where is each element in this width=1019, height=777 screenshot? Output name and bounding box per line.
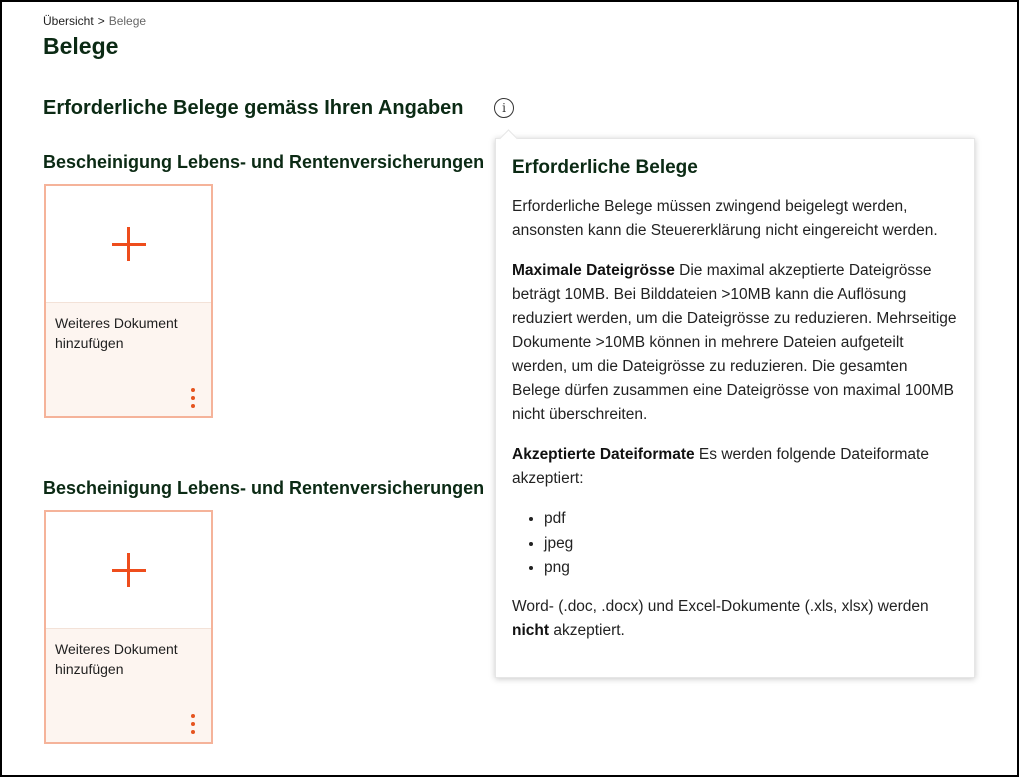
page-title: Belege — [43, 33, 119, 59]
formats-text: Es werden folgende Dateiformate akzeptiert: — [512, 446, 929, 487]
kebab-menu-icon[interactable] — [189, 388, 197, 408]
format-item: • pdf — [544, 507, 958, 532]
breadcrumb — [43, 14, 146, 28]
breadcrumb-separator: > — [97, 14, 105, 28]
add-document-label: Weiteres Dokument hinzufügen — [55, 641, 178, 677]
add-document-card-2[interactable] — [44, 510, 213, 744]
info-icon[interactable]: i — [494, 98, 514, 118]
section-title: Erforderliche Belege gemäss Ihren Angaben — [43, 97, 464, 119]
rejected-text-end: akzeptiert. — [553, 621, 625, 639]
document-title-2: Bescheinigung Lebens- und Rentenversicherungen — [43, 478, 485, 498]
format-item: • jpeg — [544, 532, 958, 557]
add-document-card-1[interactable] — [44, 184, 213, 418]
formats-heading: Akzeptierte Dateiformate — [512, 446, 695, 463]
document-title-1: Bescheinigung Lebens- und Rentenversicherungen — [43, 152, 485, 172]
add-area[interactable] — [46, 512, 211, 629]
formats-list — [512, 507, 958, 581]
breadcrumb-home-link[interactable]: Übersicht — [43, 14, 94, 28]
max-size-heading: Maximale Dateigrösse — [512, 262, 675, 279]
max-size-text: Die maximal akzeptierte Dateigrösse beträgt 10MB. Bei Bilddateien >10MB kann die Auflösung reduziert werden, um die Dateigrösse zu reduzieren. Mehrseitige Dokumente >10MB können in mehrere Dateien aufgeteilt werden, um die Dateigrösse zu reduzieren. Die gesamten Belege dürfen zusammen eine Dateigrösse von maximal 100MB nicht überschreiten. — [512, 262, 957, 423]
breadcrumb-current: Belege — [108, 14, 147, 28]
popover-formats — [512, 443, 958, 491]
plus-icon — [112, 227, 146, 261]
info-popover — [495, 138, 975, 678]
rejected-emphasis: nicht — [512, 621, 550, 639]
popover-rejected — [512, 595, 958, 643]
add-area[interactable] — [46, 186, 211, 303]
kebab-menu-icon[interactable] — [189, 714, 197, 734]
popover-intro: Erforderliche Belege müssen zwingend beigelegt werden, ansonsten kann die Steuererklärung nicht eingereicht werden. — [512, 198, 938, 239]
popover-title: Erforderliche Belege — [512, 157, 698, 178]
rejected-text: Word- (.doc, .docx) und Excel-Dokumente (.xls, xlsx) werden — [512, 597, 929, 615]
format-item: • png — [544, 556, 958, 581]
plus-icon — [112, 553, 146, 587]
add-document-label: Weiteres Dokument hinzufügen — [55, 315, 178, 351]
popover-max-size — [512, 259, 958, 427]
